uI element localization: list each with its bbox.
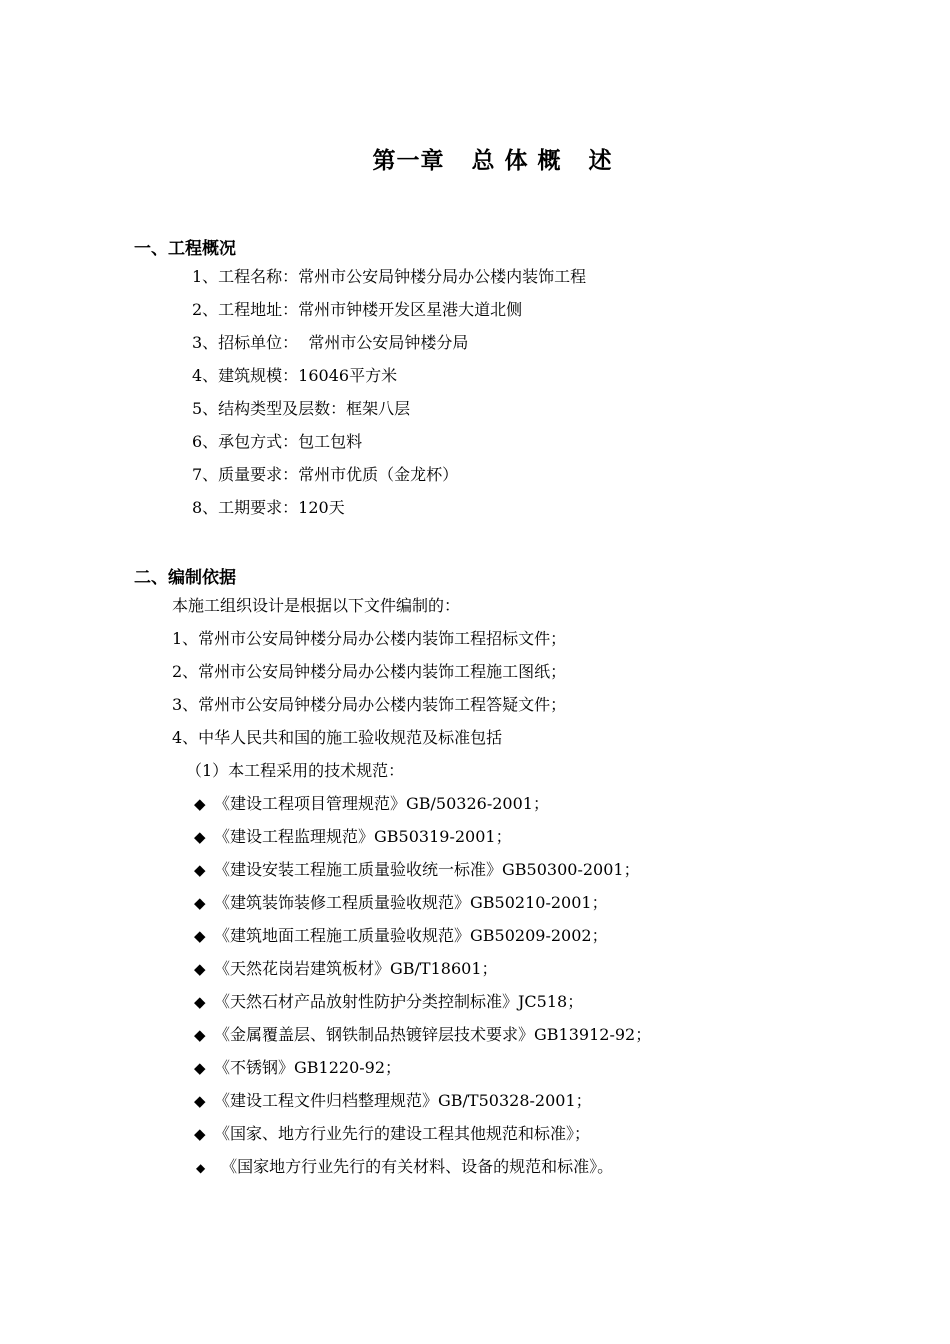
list-item: 1、常州市公安局钟楼分局办公楼内装饰工程招标文件； [172,629,567,648]
diamond-bullet-icon: ◆ [194,993,206,1011]
diamond-bullet-icon: ◆ [194,927,206,945]
list-item: 3、招标单位： 常州市公安局钟楼分局 [192,333,469,352]
standard-text: 《不锈钢》GB1220-92； [214,1058,402,1077]
list-item: 4、中华人民共和国的施工验收规范及标准包括 [172,728,503,747]
list-item: 2、工程地址：常州市钟楼开发区星港大道北侧 [192,300,523,319]
list-item: 7、质量要求：常州市优质（金龙杯） [192,465,459,484]
standard-item [194,1058,401,1078]
list-item: 8、工期要求：120天 [192,498,345,517]
standard-item [194,959,498,979]
standard-item [194,1025,651,1045]
standard-text: 《天然石材产品放射性防护分类控制标准》JC518； [214,992,584,1011]
diamond-bullet-icon: ◆ [194,861,206,879]
standard-item [194,992,583,1012]
standard-item [194,1124,590,1144]
list-item: 3、常州市公安局钟楼分局办公楼内装饰工程答疑文件； [172,695,567,714]
chapter-title: 第一章 总 体 概 述 [372,148,613,174]
standard-text: 《建设工程文件归档整理规范》GB/T50328-2001； [214,1091,592,1110]
standard-item [196,1157,613,1178]
basis-intro: 本施工组织设计是根据以下文件编制的： [172,596,461,615]
standard-text: 《金属覆盖层、钢铁制品热镀锌层技术要求》GB13912-92； [214,1025,652,1044]
list-item: 1、工程名称：常州市公安局钟楼分局办公楼内装饰工程 [192,267,587,286]
diamond-bullet-icon: ◆ [196,1161,206,1175]
diamond-bullet-icon: ◆ [194,795,206,813]
diamond-bullet-icon: ◆ [194,828,206,846]
standard-item [194,1091,592,1111]
list-item: 4、建筑规模：16046平方米 [192,366,398,385]
standard-text: 《天然花岗岩建筑板材》GB/T18601； [214,959,498,978]
diamond-bullet-icon: ◆ [194,1059,206,1077]
diamond-bullet-icon: ◆ [194,1026,206,1044]
standard-text: 《建设工程项目管理规范》GB/50326-2001； [214,794,549,813]
section-heading-project-overview: 一、工程概况 [134,239,236,259]
standard-text: 《国家、地方行业先行的建设工程其他规范和标准》； [214,1124,591,1143]
list-item: 2、常州市公安局钟楼分局办公楼内装饰工程施工图纸； [172,662,567,681]
section-heading-basis: 二、编制依据 [134,568,236,588]
standard-text: 《建筑装饰装修工程质量验收规范》GB50210-2001； [214,893,608,912]
diamond-bullet-icon: ◆ [194,894,206,912]
diamond-bullet-icon: ◆ [194,1125,206,1143]
standard-item [194,860,640,880]
standards-sub-heading: （1）本工程采用的技术规范： [186,761,405,780]
diamond-bullet-icon: ◆ [194,1092,206,1110]
standard-item [194,827,512,847]
standard-item [194,794,549,814]
diamond-bullet-icon: ◆ [194,960,206,978]
standard-item [194,926,608,946]
standard-text: 《建设工程监理规范》GB50319-2001； [214,827,512,846]
standard-text: 《国家地方行业先行的有关材料、设备的规范和标准》。 [216,1157,614,1176]
standard-text: 《建设安装工程施工质量验收统一标准》GB50300-2001； [214,860,640,879]
list-item: 6、承包方式：包工包料 [192,432,363,451]
standard-text: 《建筑地面工程施工质量验收规范》GB50209-2002； [214,926,608,945]
standard-item [194,893,608,913]
list-item: 5、结构类型及层数：框架八层 [192,399,411,418]
